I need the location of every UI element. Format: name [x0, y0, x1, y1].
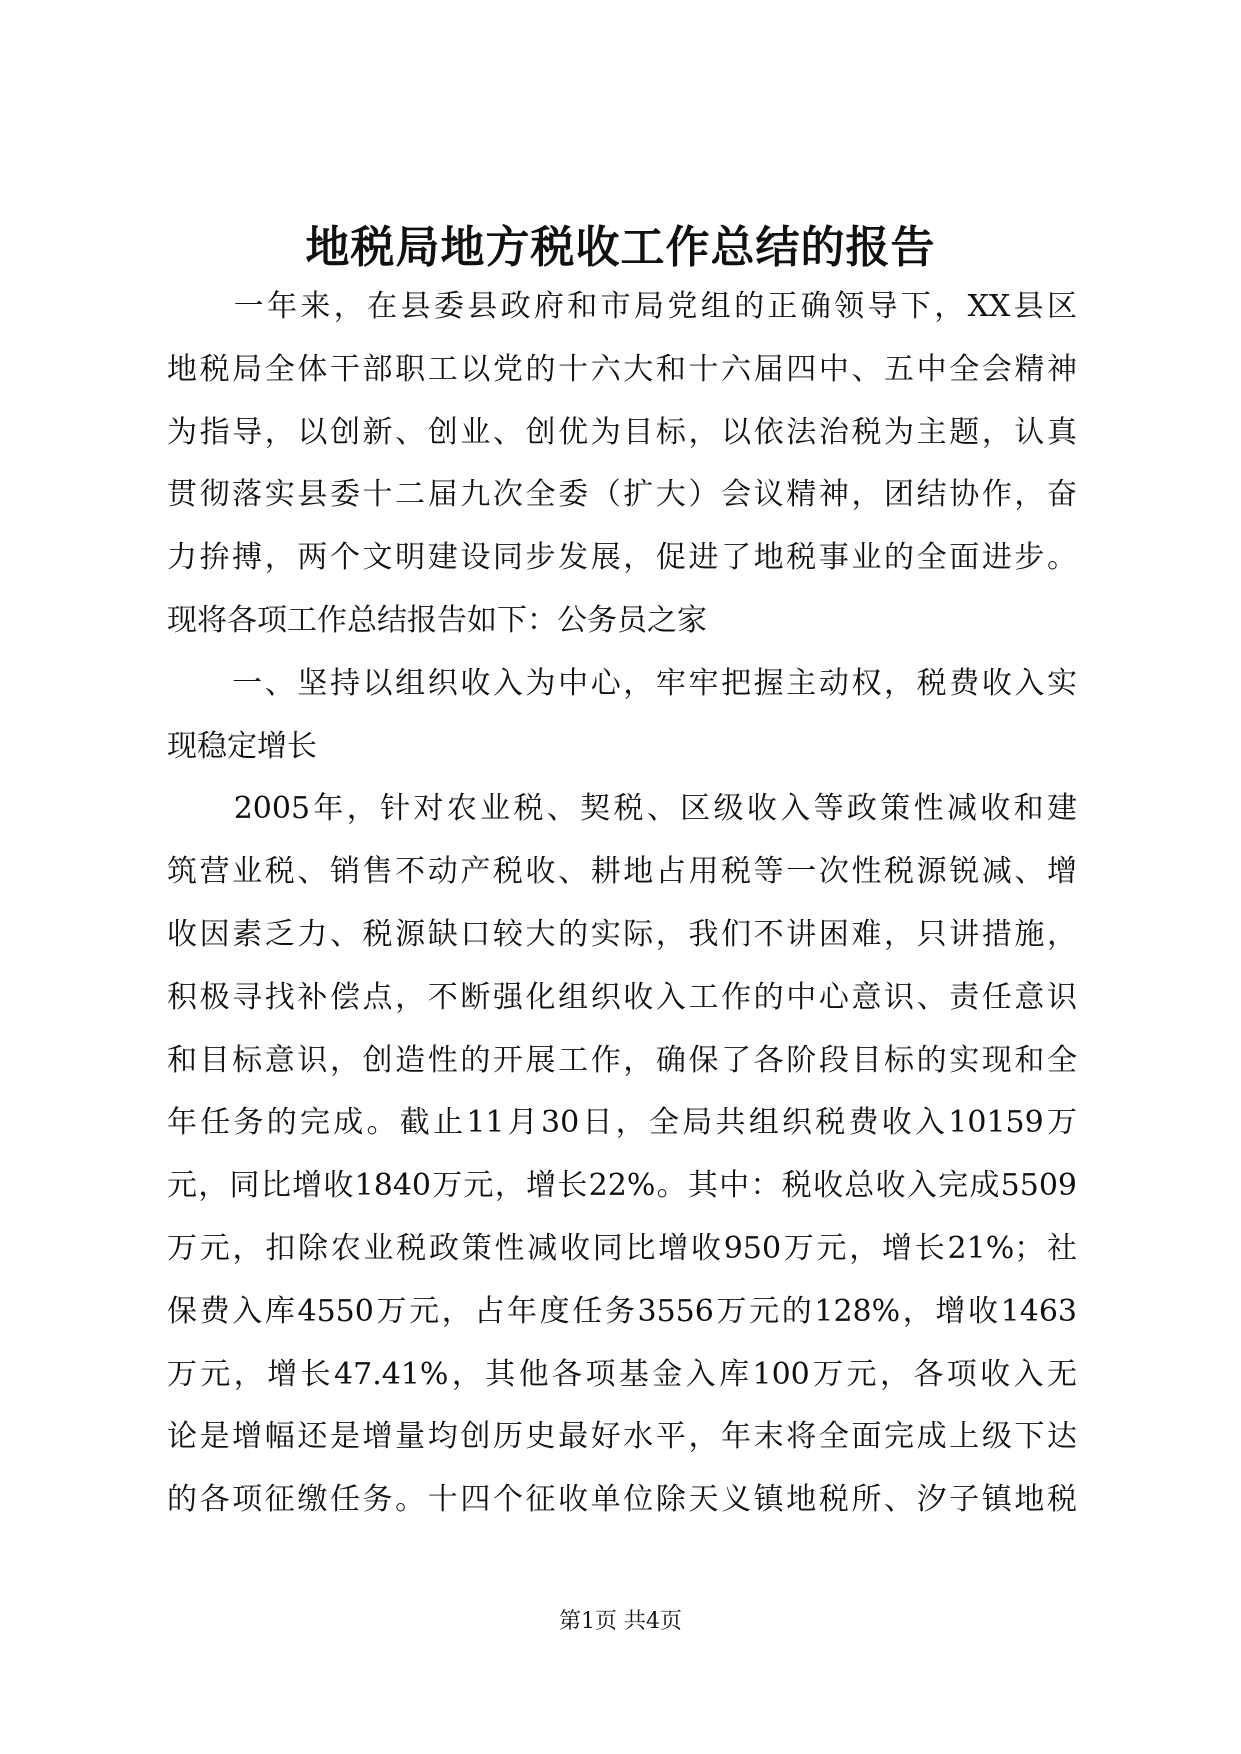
- paragraph-line: 年任务的完成。截止11月30日，全局共组织税费收入10159万: [167, 1105, 1077, 1141]
- page-number-footer: 第1页 共4页: [559, 1609, 682, 1634]
- paragraph-line: 贯彻落实县委十二届九次全委（扩大）会议精神，团结协作，奋: [167, 477, 1077, 513]
- paragraph-line: 元，同比增收1840万元，增长22%。其中：税收总收入完成5509: [167, 1168, 1077, 1204]
- paragraph-line: 为指导，以创新、创业、创优为目标，以依法治税为主题，认真: [167, 414, 1077, 450]
- paragraph-line: 收因素乏力、税源缺口较大的实际，我们不讲困难，只讲措施，: [167, 916, 1077, 952]
- paragraph-line: 保费入库4550万元，占年度任务3556万元的128%，增收1463: [167, 1293, 1077, 1329]
- paragraph-line: 力拚搏，两个文明建设同步发展，促进了地税事业的全面进步。: [167, 540, 1077, 576]
- paragraph-line: 积极寻找补偿点，不断强化组织收入工作的中心意识、责任意识: [167, 979, 1077, 1015]
- document-title: 地税局地方税收工作总结的报告: [305, 222, 936, 273]
- section-heading-line: 现稳定增长: [167, 728, 317, 764]
- paragraph-line: 一年来，在县委县政府和市局党组的正确领导下，XX县区: [167, 289, 1077, 324]
- paragraph-line: 的各项征缴任务。十四个征收单位除天义镇地税所、汐子镇地税: [167, 1482, 1077, 1518]
- paragraph-line: 地税局全体干部职工以党的十六大和十六届四中、五中全会精神: [167, 351, 1077, 387]
- document-body: [167, 276, 1077, 1532]
- paragraph-line: 万元，增长47.41%，其他各项基金入库100万元，各项收入无: [167, 1356, 1077, 1392]
- paragraph-line: 万元，扣除农业税政策性减收同比增收950万元，增长21%；社: [167, 1230, 1077, 1266]
- paragraph-line: 现将各项工作总结报告如下：公务员之家: [167, 602, 707, 638]
- section-heading-line: 一、坚持以组织收入为中心，牢牢把握主动权，税费收入实: [167, 665, 1077, 701]
- paragraph-line: 论是增幅还是增量均创历史最好水平，年末将全面完成上级下达: [167, 1419, 1077, 1455]
- paragraph-line: 筑营业税、销售不动产税收、耕地占用税等一次性税源锐减、增: [167, 854, 1077, 890]
- paragraph-line: 2005年，针对农业税、契税、区级收入等政策性减收和建: [167, 791, 1077, 827]
- paragraph-line: 和目标意识，创造性的开展工作，确保了各阶段目标的实现和全: [167, 1042, 1077, 1078]
